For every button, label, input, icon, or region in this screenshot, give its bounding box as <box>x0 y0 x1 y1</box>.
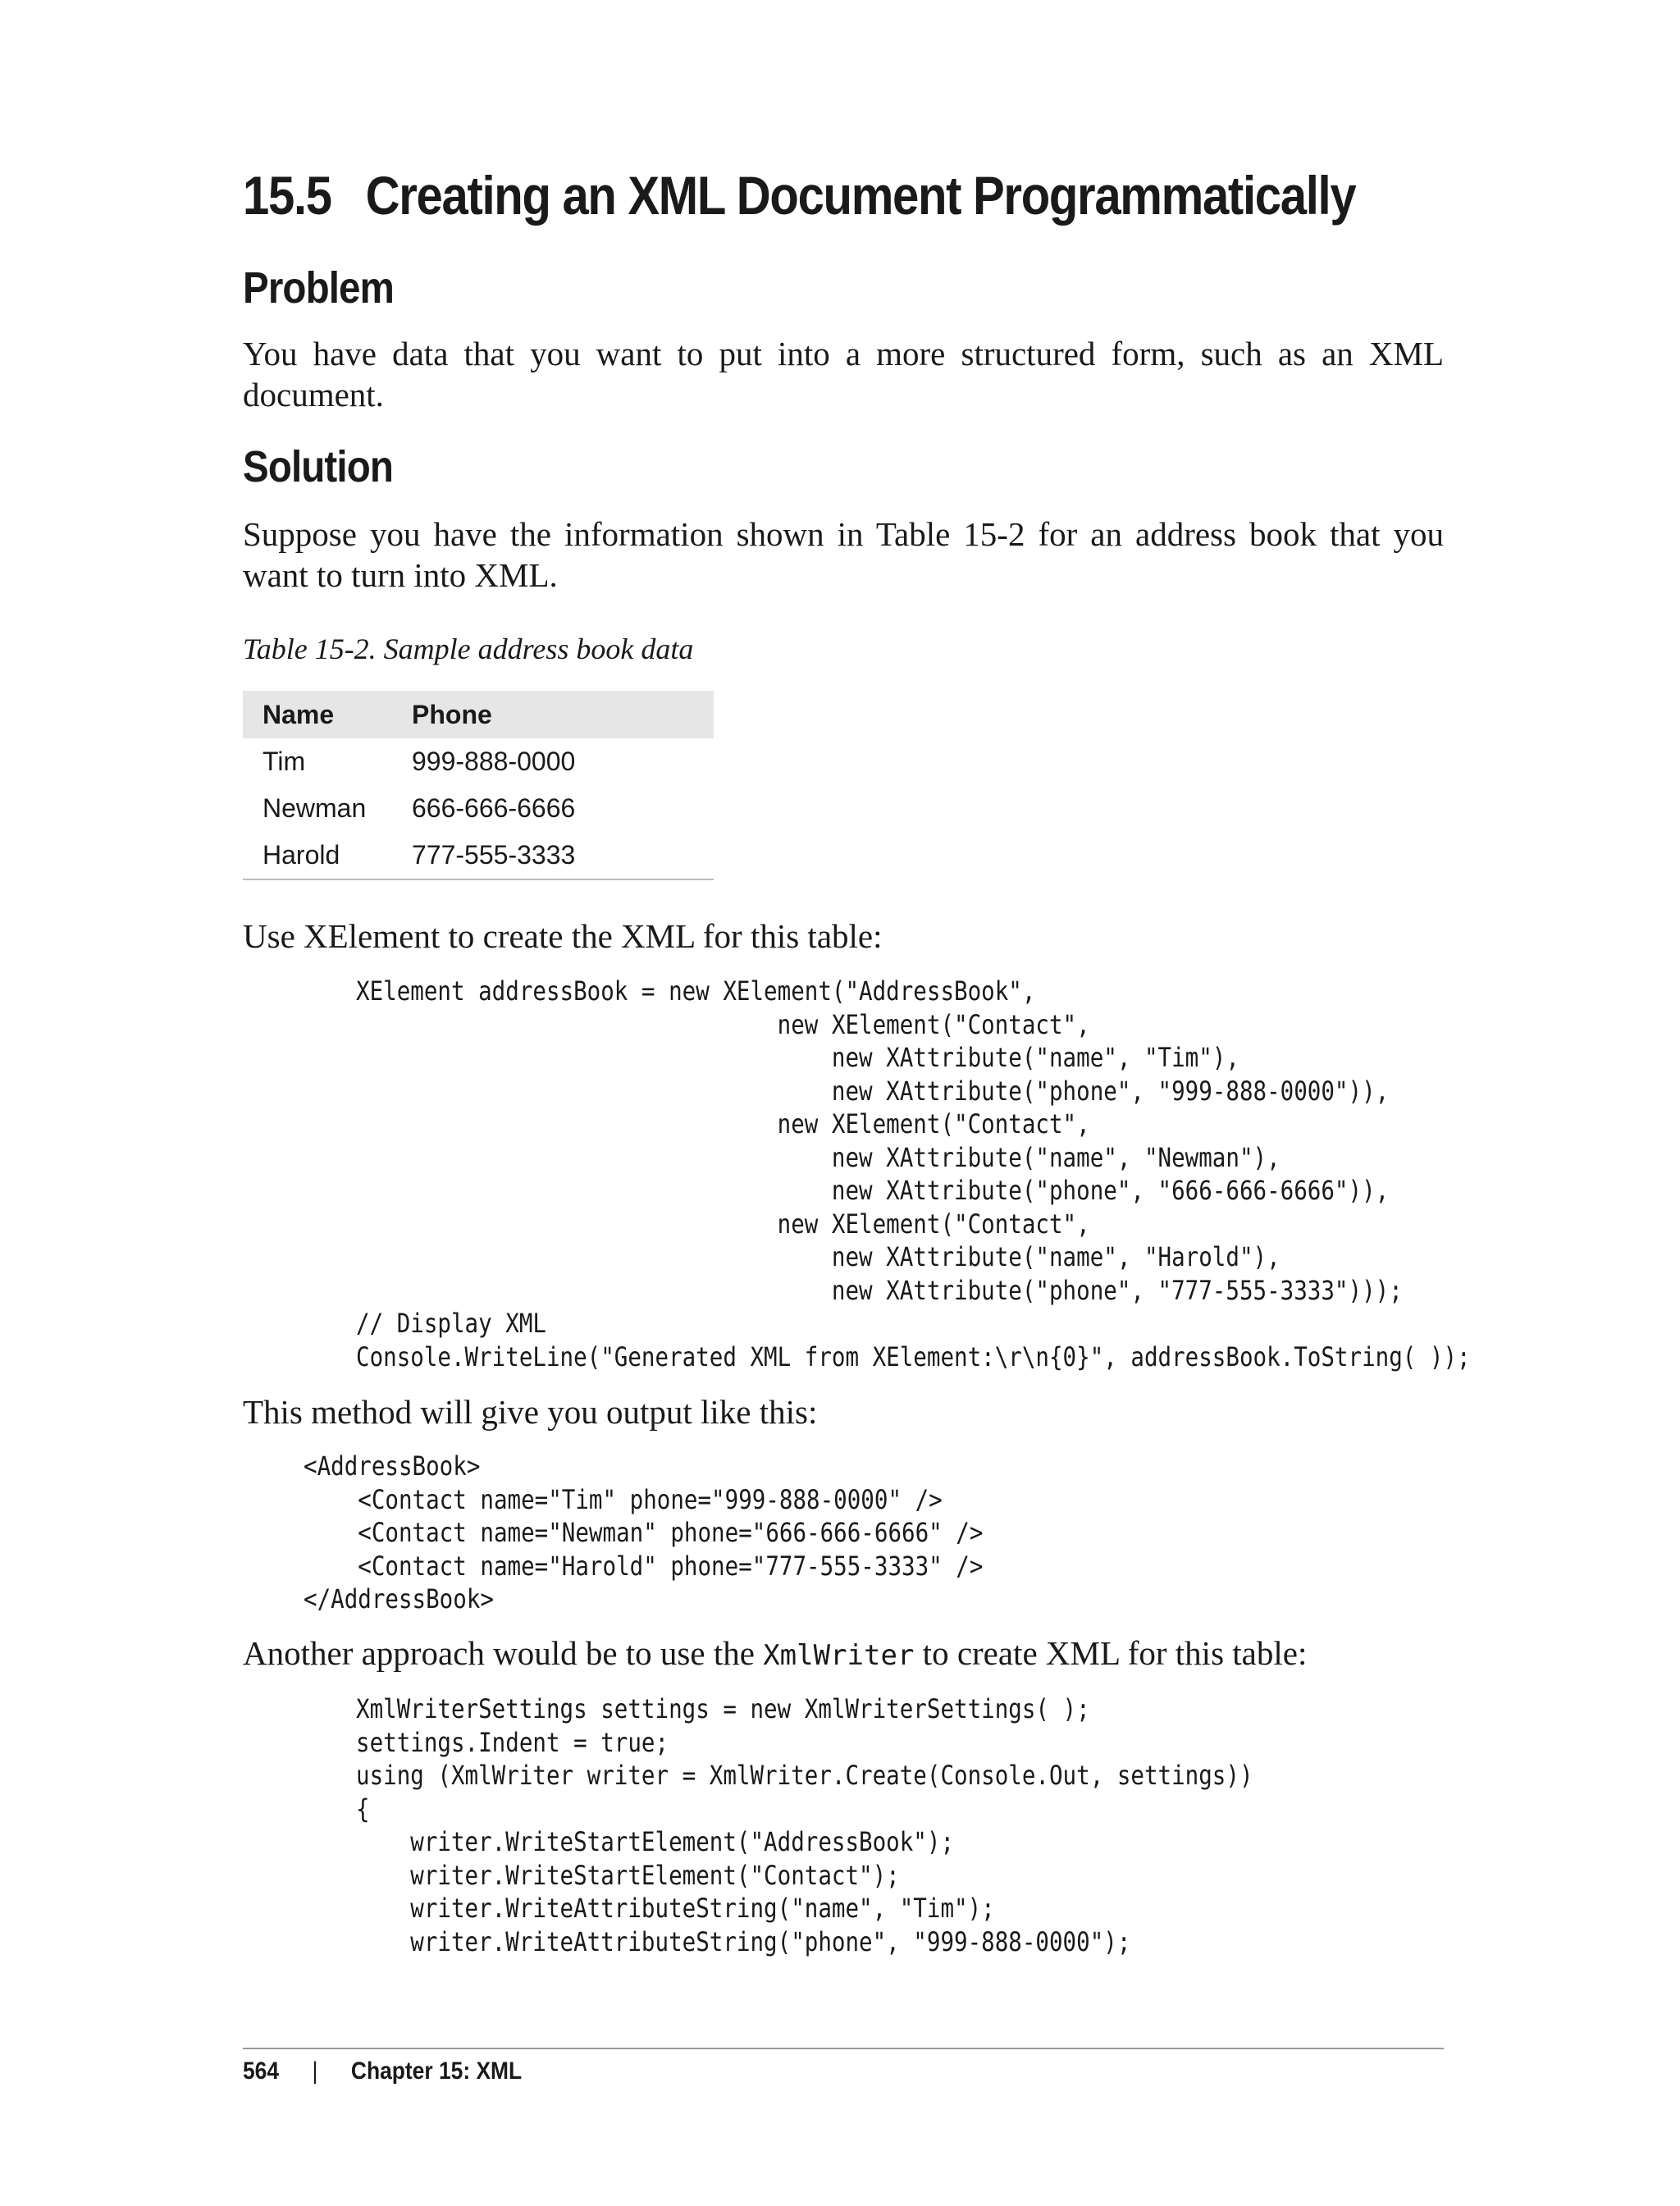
footer-separator: | <box>312 2058 318 2085</box>
code-block-xmlwriter: XmlWriterSettings settings = new XmlWriterSettings( ); settings.Indent = true; using (XmlWriter writer = XmlWriter.Create(Console.Out, settings)) { writer.WriteStartElement("AddressBook"); writer.WriteStartElement("Contact"); writer.WriteAttributeString("name", "Tim"); writer.WriteAttributeString("phone", "999-888-0000"); <box>356 1693 1253 1957</box>
table-row <box>243 832 714 879</box>
solution-text: Suppose you have the information shown in Table 15-2 for an address book that you want to turn into XML. <box>243 515 1444 594</box>
table-row <box>243 738 714 785</box>
cell-phone: 666-666-6666 <box>412 793 576 823</box>
table-caption: Table 15-2. Sample address book data <box>243 633 694 665</box>
problem-text: You have data that you want to put into a more structured form, such as an XML document. <box>243 335 1444 413</box>
xmlwriter-inline-code: XmlWriter <box>763 1639 915 1672</box>
column-header-name: Name <box>243 691 392 738</box>
code-block-output: <AddressBook> <Contact name="Tim" phone="999-888-0000" /> <Contact name="Newman" phone="666-666-6666" /> <Contact name="Harold" phone="777-555-3333" /> </AddressBook> <box>304 1450 984 1615</box>
cell-phone: 777-555-3333 <box>412 840 576 870</box>
code-block-xelement: XElement addressBook = new XElement("AddressBook", new XElement("Contact", new XAttribute("name", "Tim"), new XAttribute("phone", "999-888-0000")), new XElement("Contact", new XAttribute("name", "Newman"), new XAttribute("phone", "666-666-6666")), new XElement("Contact", new XAttribute("name", "Harold"), new XAttribute("phone", "777-555-3333"))); // Display XML Console.WriteLine("Generated XML from XElement:\r\n{0}", addressBook.ToString( )); <box>356 975 1471 1372</box>
xmlwriter-intro <box>243 1633 1444 1676</box>
xmlwriter-intro-before: Another approach would be to use the <box>243 1634 764 1672</box>
section-title <box>243 164 1355 226</box>
footer-rule <box>243 2048 1444 2049</box>
page-number: 564 <box>243 2058 280 2085</box>
xelement-intro: Use XElement to create the XML for this table: <box>243 917 883 955</box>
table-row <box>243 785 714 832</box>
section-number: 15.5 <box>243 165 331 226</box>
output-intro: This method will give you output like this: <box>243 1393 818 1431</box>
chapter-label: Chapter 15: XML <box>350 2058 523 2085</box>
section-title-text: Creating an XML Document Programmatically <box>365 165 1356 226</box>
column-header-phone: Phone <box>392 691 714 738</box>
cell-name: Tim <box>262 747 306 776</box>
cell-name: Newman <box>262 793 367 823</box>
problem-heading: Problem <box>243 263 394 313</box>
solution-heading: Solution <box>243 442 393 491</box>
address-book-table <box>243 691 714 880</box>
page-footer <box>243 2058 522 2085</box>
xmlwriter-intro-after: to create XML for this table: <box>914 1634 1308 1672</box>
cell-name: Harold <box>262 840 340 870</box>
cell-phone: 999-888-0000 <box>412 747 576 776</box>
table-header-row <box>243 691 714 738</box>
